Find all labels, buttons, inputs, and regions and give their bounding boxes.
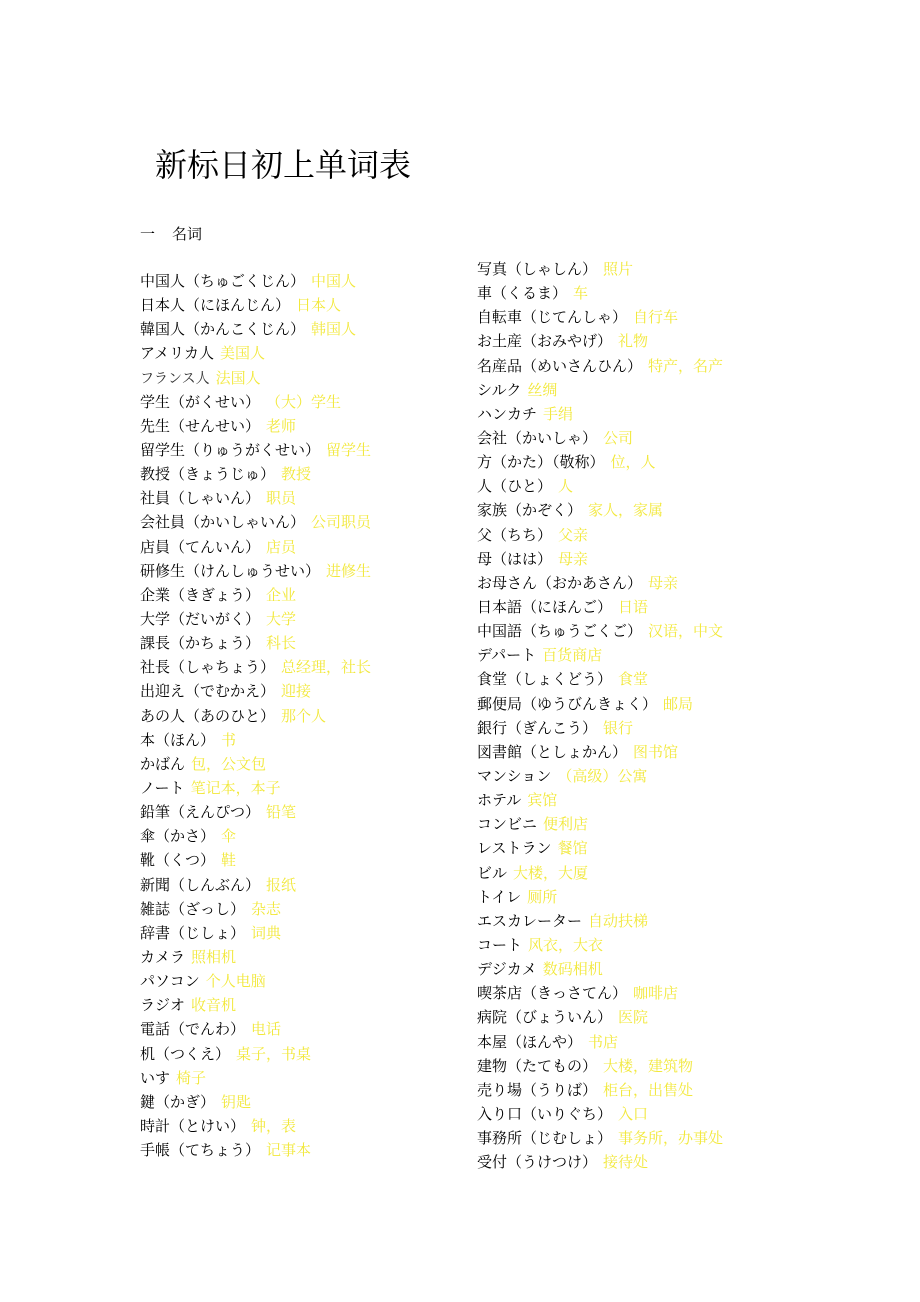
japanese-word: ラジオ [140,996,186,1015]
vocab-entry [477,933,723,957]
chinese-translation: 人 [558,477,574,496]
japanese-word: 図書館（としょかん） [477,742,628,761]
japanese-word: 社員（しゃいん） [140,489,261,508]
japanese-word: 自転車（じてんしゃ） [477,308,628,327]
chinese-translation: 柜台，出售处 [603,1080,694,1099]
vocab-entry [140,583,371,607]
vocab-entry [477,861,723,885]
japanese-word: お土産（おみやげ） [477,332,613,351]
japanese-word: ノート [140,778,185,797]
vocab-entry [140,655,371,679]
japanese-word: 店員（てんいん） [140,537,261,556]
vocab-entry [477,909,723,933]
vocab-entry [477,740,723,764]
japanese-word: 時計（とけい） [140,1116,246,1135]
chinese-translation: 咖啡店 [633,984,679,1003]
chinese-translation: 图书馆 [633,742,679,761]
chinese-translation: 收音机 [191,996,237,1015]
vocab-entry [477,643,723,667]
japanese-word: パソコン [140,972,200,991]
japanese-word: 雑誌（ざっし） [140,899,246,918]
japanese-word: ホテル [477,791,522,810]
japanese-word: 方（かた）（敬称） [477,453,605,472]
japanese-word: お母さん（おかあさん） [477,573,643,592]
chinese-translation: 风衣，大衣 [528,935,604,954]
chinese-translation: 百货商店 [542,646,603,665]
japanese-word: 留学生（りゅうがくせい） [140,440,321,459]
japanese-word: 課長（かちょう） [140,634,261,653]
vocab-entry [140,897,371,921]
vocab-entry [477,474,723,498]
vocab-list-right [477,257,723,1174]
chinese-translation: 数码相机 [542,960,603,979]
chinese-translation: 家人，家属 [588,501,664,520]
chinese-translation: 母亲 [648,573,679,592]
vocab-entry [477,523,723,547]
vocab-entry [477,354,723,378]
chinese-translation: 自行车 [633,308,679,327]
chinese-translation: 汉语，中文 [648,622,724,641]
vocab-entry [477,692,723,716]
vocab-entry [477,305,723,329]
chinese-translation: 科长 [266,634,297,653]
vocab-entry [477,1102,723,1126]
vocab-entry [477,981,723,1005]
vocab-entry [140,800,371,824]
chinese-translation: 老师 [266,416,297,435]
japanese-word: 教授（きょうじゅ） [140,465,276,484]
vocab-entry [477,595,723,619]
vocab-entry [140,535,371,559]
chinese-translation: 手绢 [543,404,574,423]
chinese-translation: 企业 [266,585,297,604]
chinese-translation: 韩国人 [311,320,357,339]
japanese-word: 日本人（にほんじん） [140,296,291,315]
japanese-word: 病院（びょういん） [477,1008,613,1027]
vocab-entry [477,1054,723,1078]
section-label: 名词 [172,225,203,243]
chinese-translation: 公司 [603,428,634,447]
chinese-translation: 餐馆 [557,839,588,858]
chinese-translation: 礼物 [618,332,649,351]
vocab-entry [140,438,371,462]
chinese-translation: 钟，表 [251,1116,297,1135]
japanese-word: 机（つくえ） [140,1044,231,1063]
chinese-translation: 车 [573,284,589,303]
japanese-word: 人（ひと） [477,477,553,496]
japanese-word: シルク [477,380,522,399]
chinese-translation: 鞋 [221,851,237,870]
chinese-translation: 事务所，办事处 [618,1129,724,1148]
japanese-word: かばん [140,754,186,773]
japanese-word: デジカメ [477,960,537,979]
chinese-translation: 教授 [281,465,312,484]
section-heading [140,224,202,244]
chinese-translation: （高级）公寓 [557,766,648,785]
vocab-entry [140,559,371,583]
vocab-entry [477,764,723,788]
vocab-entry [477,426,723,450]
chinese-translation: 位，人 [610,453,656,472]
japanese-word: 父（ちち） [477,525,553,544]
chinese-translation: 入口 [618,1104,649,1123]
japanese-word: エスカレーター [477,911,583,930]
chinese-translation: 邮局 [663,694,694,713]
japanese-word: 日本語（にほんご） [477,597,613,616]
chinese-translation: 照相机 [191,947,237,966]
chinese-translation: 银行 [603,718,634,737]
japanese-word: 学生（がくせい） [140,392,261,411]
chinese-translation: 接待处 [603,1153,649,1172]
japanese-word: トイレ [477,887,522,906]
vocab-entry [477,1126,723,1150]
chinese-translation: 照片 [603,260,634,278]
chinese-translation: 职员 [266,489,297,508]
vocab-entry [140,1138,371,1162]
chinese-translation: 电话 [251,1020,282,1039]
vocab-entry [477,788,723,812]
japanese-word: 車（くるま） [477,284,568,303]
japanese-word: 社長（しゃちょう） [140,658,276,677]
vocab-entry [477,1150,723,1174]
vocab-entry [140,993,371,1017]
japanese-word: 名産品（めいさんひん） [477,356,643,375]
chinese-translation: 杂志 [251,899,282,918]
vocab-entry [477,547,723,571]
japanese-word: デパート [477,646,537,665]
vocab-entry [140,679,371,703]
chinese-translation: 医院 [618,1008,649,1027]
vocab-entry [477,329,723,353]
vocab-entry [140,728,371,752]
vocab-entry [477,281,723,305]
chinese-translation: 便利店 [543,815,589,834]
chinese-translation: 伞 [221,827,237,846]
japanese-word: 家族（かぞく） [477,501,583,520]
japanese-word: あの人（あのひと） [140,706,276,725]
chinese-translation: 美国人 [219,344,265,363]
vocab-entry [477,257,723,281]
page-title: 新标日初上单词表 [155,146,412,184]
japanese-word: 電話（でんわ） [140,1020,246,1039]
chinese-translation: 记事本 [266,1141,312,1160]
vocab-entry [140,341,371,365]
japanese-word: アメリカ人 [140,344,214,363]
japanese-word: レストラン [477,839,552,858]
japanese-word: 中国語（ちゅうごくご） [477,622,643,641]
chinese-translation: 父亲 [558,525,589,544]
japanese-word: 大学（だいがく） [140,609,261,628]
japanese-word: カメラ [140,947,186,966]
japanese-word: 本（ほん） [140,730,216,749]
chinese-translation: 留学生 [326,440,372,459]
chinese-translation: 钥匙 [221,1092,252,1111]
japanese-word: 会社員（かいしゃいん） [140,513,306,532]
vocab-entry [140,1090,371,1114]
chinese-translation: 总经理，社长 [281,658,372,677]
vocab-entry [477,619,723,643]
vocab-entry [477,812,723,836]
vocab-entry [140,1042,371,1066]
vocab-entry [140,631,371,655]
chinese-translation: 迎接 [281,682,312,701]
chinese-translation: 那个人 [281,706,327,725]
vocab-entry [140,1017,371,1041]
japanese-word: 銀行（ぎんこう） [477,718,598,737]
vocab-entry [140,1114,371,1138]
vocab-entry [477,1078,723,1102]
chinese-translation: 桌子，书桌 [236,1044,312,1063]
vocab-entry [140,607,371,631]
chinese-translation: 中国人 [311,272,357,290]
vocab-entry [140,921,371,945]
vocab-entry [140,486,371,510]
chinese-translation: 大楼，大厦 [513,863,589,882]
chinese-translation: 笔记本，本子 [190,778,281,797]
vocab-entry [140,704,371,728]
vocab-entry [477,571,723,595]
vocab-entry [140,945,371,969]
vocab-entry [477,378,723,402]
japanese-word: 受付（うけつけ） [477,1153,598,1172]
section-number: 一 [140,225,156,243]
chinese-translation: 椅子 [176,1068,207,1087]
chinese-translation: 日语 [618,597,649,616]
chinese-translation: 包，公文包 [191,754,267,773]
chinese-translation: 法国人 [215,368,261,387]
japanese-word: 事務所（じむしょ） [477,1129,613,1148]
japanese-word: コンビニ [477,815,538,834]
vocab-entry [140,462,371,486]
japanese-word: ビル [477,863,508,882]
chinese-translation: 丝绸 [527,380,558,399]
chinese-translation: 词典 [251,923,282,942]
japanese-word: コート [477,935,523,954]
vocab-entry [477,498,723,522]
vocab-entry [477,402,723,426]
japanese-word: 母（はは） [477,549,553,568]
vocab-entry [477,1030,723,1054]
chinese-translation: 报纸 [266,875,297,894]
vocab-entry [140,317,371,341]
japanese-word: 会社（かいしゃ） [477,428,598,447]
chinese-translation: 店员 [266,537,297,556]
japanese-word: 郵便局（ゆうびんきょく） [477,694,658,713]
vocab-entry [140,969,371,993]
japanese-word: 出迎え（でむかえ） [140,682,276,701]
chinese-translation: 食堂 [618,670,649,689]
chinese-translation: 特产，名产 [648,356,724,375]
vocab-entry [140,366,371,390]
chinese-translation: 书店 [588,1032,619,1051]
vocab-entry [140,510,371,534]
vocab-entry [477,885,723,909]
japanese-word: 新聞（しんぶん） [140,875,261,894]
japanese-word: 研修生（けんしゅうせい） [140,561,321,580]
vocab-entry [477,957,723,981]
chinese-translation: 铅笔 [266,803,297,822]
japanese-word: 靴（くつ） [140,851,216,870]
japanese-word: フランス人 [140,370,210,387]
chinese-translation: 进修生 [326,561,372,580]
japanese-word: 本屋（ほんや） [477,1032,583,1051]
japanese-word: 鍵（かぎ） [140,1092,216,1111]
japanese-word: 手帳（てちょう） [140,1141,261,1160]
chinese-translation: 书 [221,730,237,749]
vocab-entry [140,1066,371,1090]
japanese-word: いす [140,1068,171,1087]
japanese-word: 食堂（しょくどう） [477,670,613,689]
chinese-translation: 公司职员 [311,513,372,532]
vocab-entry [140,752,371,776]
vocab-entry [140,293,371,317]
chinese-translation: （大）学生 [266,392,342,411]
japanese-word: 写真（しゃしん） [477,260,598,278]
japanese-word: 企業（きぎょう） [140,585,261,604]
chinese-translation: 自动扶梯 [588,911,649,930]
chinese-translation: 日本人 [296,296,342,315]
vocab-entry [140,824,371,848]
vocab-entry [477,1005,723,1029]
japanese-word: 入り口（いりぐち） [477,1104,613,1123]
chinese-translation: 母亲 [558,549,589,568]
vocab-entry [477,716,723,740]
chinese-translation: 大楼，建筑物 [603,1056,694,1075]
japanese-word: 辞書（じしょ） [140,923,246,942]
japanese-word: マンション [477,766,552,785]
japanese-word: 韓国人（かんこくじん） [140,320,306,339]
japanese-word: 鉛筆（えんぴつ） [140,803,261,822]
vocab-entry [140,414,371,438]
japanese-word: 喫茶店（きっさてん） [477,984,628,1003]
japanese-word: 中国人（ちゅごくじん） [140,272,306,290]
japanese-word: 傘（かさ） [140,827,216,846]
vocab-entry [140,873,371,897]
vocab-list-left [140,269,371,1162]
vocab-entry [477,836,723,860]
japanese-word: 先生（せんせい） [140,416,261,435]
vocab-entry [140,390,371,414]
japanese-word: ハンカチ [477,404,538,423]
chinese-translation: 厕所 [527,887,558,906]
vocab-entry [477,667,723,691]
vocab-entry [140,848,371,872]
japanese-word: 売り場（うりば） [477,1080,598,1099]
vocab-entry [140,269,371,293]
chinese-translation: 大学 [266,609,297,628]
vocab-entry [477,450,723,474]
vocab-entry [140,776,371,800]
chinese-translation: 宾馆 [527,791,558,810]
chinese-translation: 个人电脑 [205,972,266,991]
japanese-word: 建物（たてもの） [477,1056,598,1075]
